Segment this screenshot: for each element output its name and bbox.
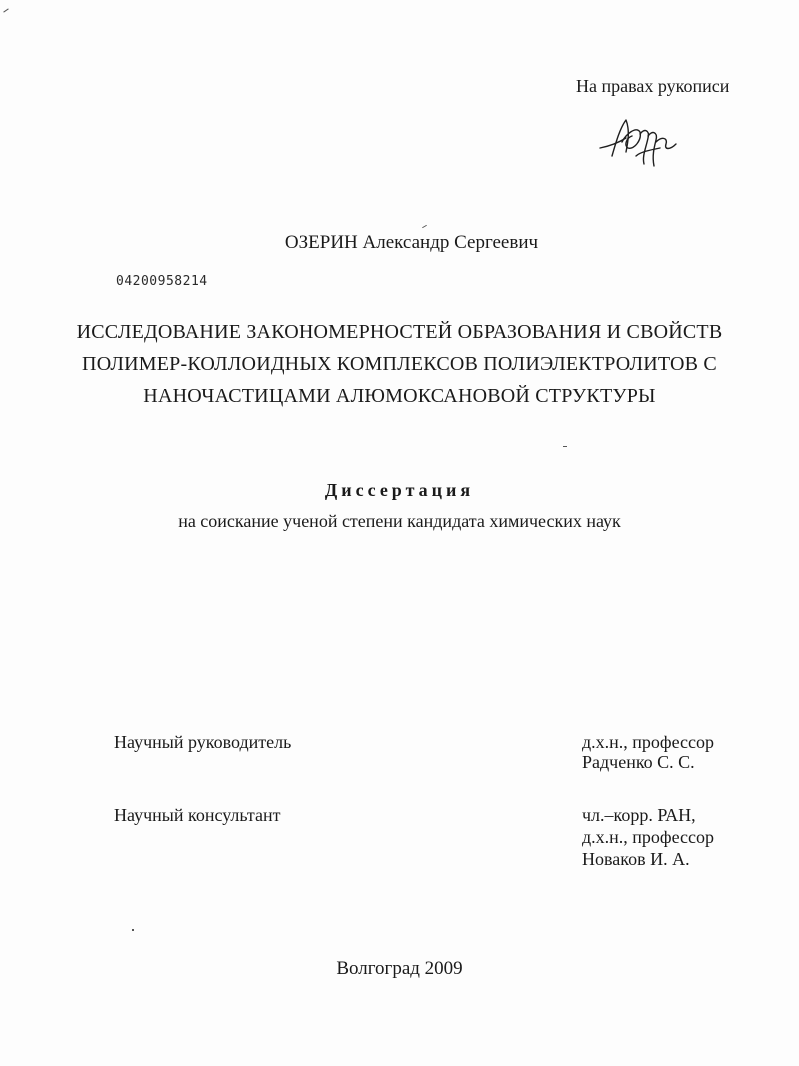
document-type-label: Диссертация — [324, 480, 475, 500]
consultant-role: Научный консультант — [114, 805, 281, 825]
registration-number-stamp: 04200958214 — [116, 274, 208, 289]
supervisor-role: Научный руководитель — [114, 732, 292, 752]
degree-purpose: на соискание ученой степени кандидата химических наук — [178, 511, 621, 531]
handwritten-signature — [596, 112, 680, 176]
author-name — [0, 232, 799, 254]
scan-mark-bottom-left — [132, 929, 134, 931]
consultant-name: Новаков И. А. — [582, 849, 690, 869]
dissertation-title — [0, 316, 799, 412]
scan-mark-mid — [563, 446, 567, 447]
city-year: Волгоград 2009 — [336, 958, 463, 979]
author-given-names: Александр Сергеевич — [362, 232, 539, 253]
title-line: ИССЛЕДОВАНИЕ ЗАКОНОМЕРНОСТЕЙ ОБРАЗОВАНИЯ И СВОЙСТВ — [76, 321, 723, 343]
scan-mark-author — [422, 225, 427, 228]
supervisor-details — [582, 732, 714, 772]
consultant-degree: д.х.н., профессор — [582, 827, 715, 847]
consultant-title: чл.–корр. РАН, — [582, 805, 696, 825]
supervisor-degree: д.х.н., профессор — [582, 732, 715, 752]
title-line: НАНОЧАСТИЦАМИ АЛЮМОКСАНОВОЙ СТРУКТУРЫ — [143, 385, 656, 407]
consultant-details — [582, 804, 714, 870]
title-line: ПОЛИМЕР-КОЛЛОИДНЫХ КОМПЛЕКСОВ ПОЛИЭЛЕКТРОЛИТОВ С — [82, 353, 717, 375]
manuscript-note: На правах рукописи — [576, 76, 730, 96]
author-surname: ОЗЕРИН — [284, 232, 358, 253]
supervisor-name: Радченко С. С. — [582, 752, 695, 772]
scan-mark-top-left — [3, 8, 8, 12]
